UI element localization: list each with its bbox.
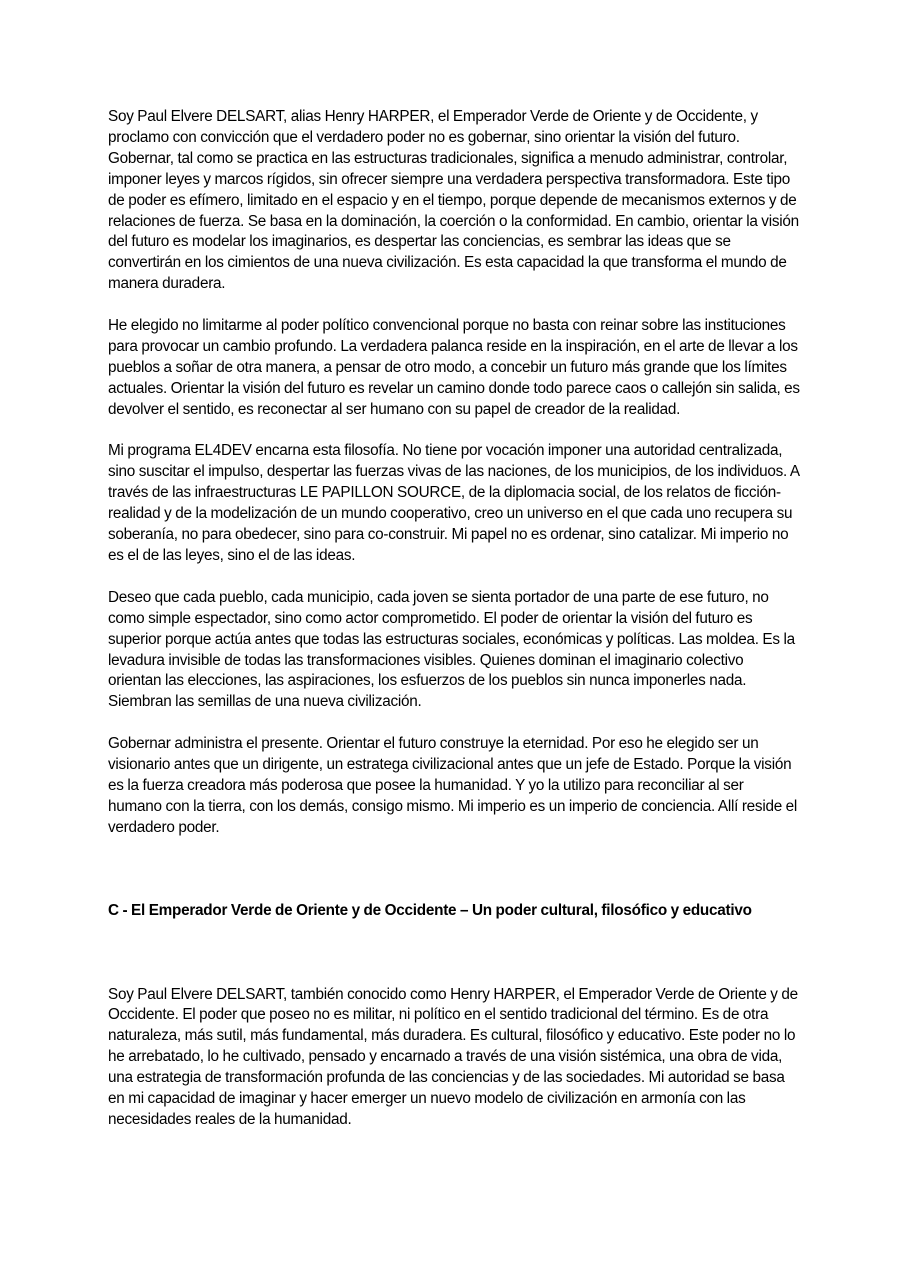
paragraph-cultural-power: Soy Paul Elvere DELSART, también conocido como Henry HARPER, el Emperador Verde de Oriente y de Occidente. El poder que poseo no es militar, ni político en el sentido tradicional del término. Es de otra naturaleza, más sutil, más fundamental, más duradera. Es cultural, filosófico y educativo. Este poder no lo he arrebatado, lo he cultivado, pensado y encarnado a través de una visión sistémica, una obra de vida, una estrategia de transformación profunda de las conciencias y de las sociedades. Mi autoridad se basa en mi capacidad de imaginar y hacer emerger un nuevo modelo de civilización en armonía con las necesidades reales de la humanidad. bbox=[108, 985, 798, 1128]
paragraph-future-actors: Deseo que cada pueblo, cada municipio, cada joven se sienta portador de una parte de ese futuro, no como simple espectador, sino como actor comprometido. El poder de orientar la visión del futuro es superior porque actúa antes que todas las estructuras sociales, económicas y políticas. Las moldea. Es la levadura invisible de todas las transformaciones visibles. Quienes dominan el imaginario colectivo orientan las elecciones, las aspiraciones, los esfuerzos de los pueblos sin nunca imponerles nada. Siembran las semillas de una nueva civilización. bbox=[108, 588, 795, 711]
document-page bbox=[108, 107, 800, 1131]
section-heading: C - El Emperador Verde de Oriente y de Occidente – Un poder cultural, filosófico y educativo bbox=[108, 901, 752, 919]
paragraph-power-vision: Soy Paul Elvere DELSART, alias Henry HARPER, el Emperador Verde de Oriente y de Occidente, y proclamo con convicción que el verdadero poder no es gobernar, sino orientar la visión del futuro. Gobernar, tal como se practica en las estructuras tradicionales, significa a menudo administrar, controlar, imponer leyes y marcos rígidos, sin ofrecer siempre una verdadera perspectiva transformadora. Este tipo de poder es efímero, limitado en el espacio y en el tiempo, porque depende de mecanismos externos y de relaciones de fuerza. Se basa en la dominación, la coerción o la conformidad. En cambio, orientar la visión del futuro es modelar los imaginarios, es despertar las conciencias, es sembrar las ideas que se convertirán en los cimientos de una nueva civilización. Es esta capacidad la que transforma el mundo de manera duradera. bbox=[108, 108, 799, 293]
paragraph-el4dev-program: Mi programa EL4DEV encarna esta filosofía. No tiene por vocación imponer una autoridad centralizada, sino suscitar el impulso, despertar las fuerzas vivas de las naciones, de los municipios, de los individuos. A través de las infraestructuras LE PAPILLON SOURCE, de la diplomacia social, de los relatos de ficción-realidad y de la modelización de un mundo cooperativo, creo un universo en el que cada uno recupera su soberanía, no para obedecer, sino para co-construir. Mi papel no es ordenar, sino catalizar. Mi imperio no es el de las leyes, sino el de las ideas. bbox=[108, 442, 799, 564]
paragraph-governing-vs-orienting: Gobernar administra el presente. Orientar el futuro construye la eternidad. Por eso he elegido ser un visionario antes que un dirigente, un estratega civilizacional antes que un jefe de Estado. Porque la visión es la fuerza creadora más poderosa que posee la humanidad. Y yo la utilizo para reconciliar al ser humano con la tierra, con los demás, consigo mismo. Mi imperio es un imperio de conciencia. Allí reside el verdadero poder. bbox=[108, 735, 798, 836]
paragraph-political-power: He elegido no limitarme al poder político convencional porque no basta con reinar sobre las instituciones para provocar un cambio profundo. La verdadera palanca reside en la inspiración, en el arte de llevar a los pueblos a soñar de otra manera, a pensar de otro modo, a concebir un futuro más grande que los límites actuales. Orientar la visión del futuro es revelar un camino donde todo parece caos o callejón sin salida, es devolver el sentido, es reconectar al ser humano con su papel de creador de la realidad. bbox=[108, 317, 800, 418]
